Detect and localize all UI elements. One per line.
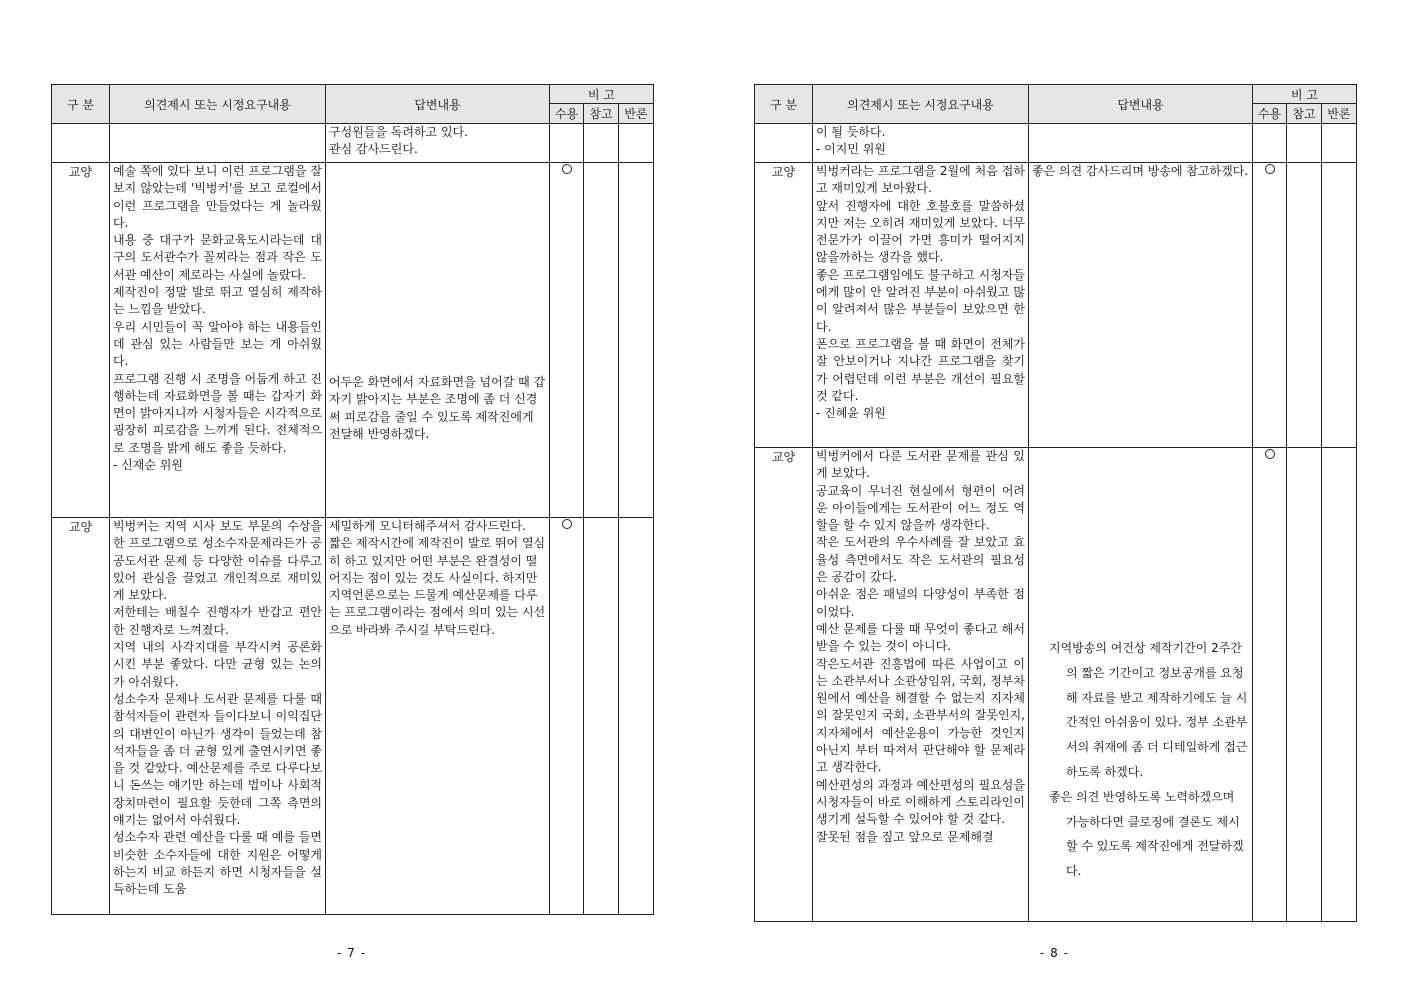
row-opinion bbox=[813, 124, 1029, 163]
reject-cell bbox=[1322, 124, 1357, 163]
header-category: 구 분 bbox=[52, 85, 110, 124]
page-number: - 7 - bbox=[337, 946, 366, 960]
reference-cell bbox=[1287, 163, 1322, 448]
row-answer bbox=[326, 163, 550, 518]
header-opinion: 의견제시 또는 시정요구내용 bbox=[110, 85, 326, 124]
row-opinion bbox=[110, 518, 326, 915]
reject-cell bbox=[619, 163, 654, 518]
accept-cell bbox=[1253, 163, 1287, 448]
opinion-paragraph: 아쉬운 점은 패널의 다양성이 부족한 점이었다. bbox=[816, 587, 1025, 619]
reject-cell bbox=[619, 518, 654, 915]
row-opinion bbox=[813, 448, 1029, 922]
accept-cell bbox=[550, 518, 584, 915]
opinion-paragraph: 성소수자 관련 예산을 다룰 때 예를 들면 비슷한 소수자들에 대한 지원은 어떻게 하는지 비교 하든지 하면 시청자들을 설득하는데 도움 bbox=[113, 830, 322, 897]
opinion-table-page-7 bbox=[51, 84, 654, 915]
header-accept: 수용 bbox=[1253, 104, 1287, 124]
header-reject: 반론 bbox=[1322, 104, 1357, 124]
opinion-paragraph: 빅벙커에서 다룬 도서관 문제를 관심 있게 보았다. bbox=[816, 449, 1025, 481]
accept-cell bbox=[1253, 124, 1287, 163]
accept-cell bbox=[550, 163, 584, 518]
accept-mark-icon bbox=[562, 164, 572, 174]
table-row bbox=[52, 518, 654, 915]
answer-paragraph: 좋은 의견 반영하도록 노력하겠으며 가능하다면 클로징에 결론도 제시할 수 있도록 제작진에게 전달하겠다. bbox=[1049, 789, 1244, 879]
accept-mark-icon bbox=[1265, 449, 1275, 459]
opinion-paragraph: 잘못된 점을 짚고 앞으로 문제해결 bbox=[816, 829, 994, 844]
opinion-paragraph: 이 될 듯하다. bbox=[816, 125, 886, 139]
reference-cell bbox=[584, 518, 619, 915]
reject-cell bbox=[1322, 163, 1357, 448]
reject-cell bbox=[619, 124, 654, 163]
opinion-paragraph: 좋은 프로그램임에도 불구하고 시청자들에게 많이 안 알려진 부분이 아쉬웠고 많이 알려져서 많은 부분들이 보았으면 한다. bbox=[816, 267, 1025, 334]
opinion-paragraph: 빅벙커는 지역 시사 보도 부문의 수상을 한 프로그램으로 성소수자문제라든가 공공도서관 문제 등 다양한 이슈를 다루고 있어 관심을 끌었고 개인적으로 재미있게 보았다. bbox=[113, 519, 322, 603]
header-reject: 반론 bbox=[619, 104, 654, 124]
table-row bbox=[52, 163, 654, 518]
reference-cell bbox=[584, 163, 619, 518]
row-category: 교양 bbox=[52, 163, 110, 518]
opinion-paragraph: 내용 중 대구가 문화교육도시라는데 대구의 도서관수가 꼴찌라는 점과 작은 도서관 예산이 제로라는 사실에 놀랐다. bbox=[113, 233, 322, 282]
reference-cell bbox=[584, 124, 619, 163]
page-7 bbox=[51, 84, 654, 915]
row-answer bbox=[326, 518, 550, 915]
opinion-paragraph: 프로그램 진행 시 조명을 어둡게 하고 진행하는데 자료화면을 볼 때는 갑자기 화면이 밝아지니까 시청자들은 시각적으로 굉장히 피로감을 느끼게 된다. 전체적으로 조명을 밝게 해도 좋을 듯하다. bbox=[113, 371, 322, 455]
accept-cell bbox=[1253, 448, 1287, 922]
reference-cell bbox=[1287, 448, 1322, 922]
row-answer bbox=[1029, 163, 1253, 448]
header-reference: 참고 bbox=[1287, 104, 1322, 124]
opinion-paragraph: 제작진이 정말 발로 뛰고 열심히 제작하는 느낌을 받았다. bbox=[113, 285, 322, 317]
header-reference: 참고 bbox=[584, 104, 619, 124]
opinion-paragraph: 작은 도서관의 우수사례를 잘 보았고 효율성 측면에서도 작은 도서관의 필요성은 공감이 갔다. bbox=[816, 535, 1025, 585]
opinion-paragraph: 작은도서관 진흥법에 따른 사업이고 이는 소관부서나 소관상임위, 국회, 정부차원에서 예산을 해결할 수 없는지 지자체의 잘못인지 국회, 소관부서의 잘못인지, 지자체에서 예산운용이 가능한 것인지 아닌지 부터 따져서 판단해야 할 문제라고 생각한다. bbox=[816, 656, 1025, 775]
opinion-paragraph: 저한테는 배칠수 진행자가 반갑고 편안한 진행자로 느껴졌다. bbox=[113, 605, 322, 637]
header-row bbox=[52, 85, 654, 104]
committee-member: - 진혜윤 위원 bbox=[816, 406, 886, 421]
opinion-paragraph: 예술 쪽에 있다 보니 이런 프로그램을 잘 보지 않았는데 '빅벙커'를 보고 로컬에서 이런 프로그램을 만들었다는 게 놀라웠다. bbox=[113, 164, 322, 230]
opinion-paragraph: 공교육이 무너진 현실에서 형편이 어려운 아이들에게는 도서관이 어느 정도 역할을 할 수 있지 않을까 생각한다. bbox=[816, 483, 1025, 533]
table-row bbox=[755, 448, 1357, 922]
table-row bbox=[755, 163, 1357, 448]
row-answer bbox=[326, 124, 550, 163]
opinion-paragraph: 앞서 진행자에 대한 호불호를 말씀하셨지만 저는 오히려 재미있게 보았다. 너무 전문가가 이끌어 가면 흥미가 떨어지지 않을까하는 생각을 했다. bbox=[816, 198, 1025, 265]
opinion-table-page-8 bbox=[754, 84, 1357, 922]
row-answer bbox=[1029, 448, 1253, 922]
header-remark: 비 고 bbox=[1253, 85, 1357, 104]
table-row bbox=[52, 124, 654, 163]
row-category: 교양 bbox=[52, 518, 110, 915]
row-opinion bbox=[813, 163, 1029, 448]
row-answer bbox=[1029, 124, 1253, 163]
opinion-paragraph: 우리 시민들이 꼭 알아야 하는 내용들인데 관심 있는 사람들만 보는 게 아쉬웠다. bbox=[113, 319, 322, 369]
header-remark: 비 고 bbox=[550, 85, 654, 104]
header-opinion: 의견제시 또는 시정요구내용 bbox=[813, 85, 1029, 124]
answer-paragraph: 좋은 의견 감사드리며 방송에 참고하겠다. bbox=[1032, 164, 1249, 178]
header-category: 구 분 bbox=[755, 85, 813, 124]
accept-mark-icon bbox=[1265, 164, 1275, 174]
page-number: - 8 - bbox=[1040, 946, 1069, 960]
header-row bbox=[755, 85, 1357, 104]
opinion-paragraph: 지역 내의 사각지대를 부각시켜 공론화 시킨 부분 좋았다. 다만 균형 있는 논의가 아쉬웠다. bbox=[113, 640, 322, 689]
table-row bbox=[755, 124, 1357, 163]
row-category: 교양 bbox=[755, 448, 813, 922]
answer-paragraph: 관심 감사드린다. bbox=[329, 142, 418, 157]
reject-cell bbox=[1322, 448, 1357, 922]
opinion-paragraph: 성소수자 문제나 도서관 문제를 다룰 때 참석자들이 관련자 들이다보니 이익집단의 대변인이 아닌가 생각이 들었는데 참석자들을 좀 더 균형 있게 출연시키면 좋을 것 같았다. 예산문제를 주로 다루다보니 돈쓰는 얘기만 하는데 법이나 사회적 장치마련이 필요할 듯한데 그쪽 측면의 얘기는 없어서 아쉬웠다. bbox=[113, 691, 322, 828]
answer-paragraph: 세밀하게 모니터해주셔서 감사드린다. bbox=[329, 519, 526, 533]
header-accept: 수용 bbox=[550, 104, 584, 124]
page-8 bbox=[754, 84, 1357, 922]
row-category bbox=[52, 124, 110, 163]
header-answer: 답변내용 bbox=[1029, 85, 1253, 124]
row-opinion bbox=[110, 124, 326, 163]
opinion-paragraph: 폰으로 프로그램을 볼 때 화면이 전체가 잘 안보이거나 지나간 프로그램을 찾기가 어렵던데 이런 부분은 개선이 필요할 것 같다. bbox=[816, 336, 1025, 403]
answer-paragraph: 구성원들을 독려하고 있다. bbox=[329, 125, 468, 139]
accept-mark-icon bbox=[562, 519, 572, 529]
reference-cell bbox=[1287, 124, 1322, 163]
accept-cell bbox=[550, 124, 584, 163]
row-opinion bbox=[110, 163, 326, 518]
row-category bbox=[755, 124, 813, 163]
answer-paragraph: 어두운 화면에서 자료화면을 넘어갈 때 갑자기 밝아지는 부분은 조명에 좀 더 신경 써 피로감을 줄일 수 있도록 제작진에게 전달해 반영하겠다. bbox=[329, 375, 546, 441]
opinion-paragraph: 예산 문제를 다룰 때 무엇이 좋다고 해서 받을 수 있는 것이 아니다. bbox=[816, 621, 1025, 654]
row-category: 교양 bbox=[755, 163, 813, 448]
committee-member: - 신재순 위원 bbox=[113, 458, 183, 473]
answer-paragraph: 지역방송의 여건상 제작기간이 2주간의 짧은 기간이고 정보공개를 요청해 자료를 받고 제작하기에도 늘 시간적인 아쉬움이 있다. 정부 소관부서의 취재에 좀 더 디테일하게 접근하도록 하겠다. bbox=[1049, 641, 1248, 779]
committee-member: - 이지민 위원 bbox=[816, 142, 886, 157]
opinion-paragraph: 예산편성의 과정과 예산편성의 필요성을 시청자들이 바로 이해하게 스토리라인이 생기게 설득할 수 있어야 할 것 같다. bbox=[816, 777, 1025, 827]
answer-paragraph: 짧은 제작시간에 제작진이 발로 뛰어 열심히 하고 있지만 어떤 부분은 완결성이 떨어지는 점이 있는 것도 사실이다. 하지만 지역언론으로는 드물게 예산문제를 다루는 프로그램이라는 점에서 의미 있는 시선으로 바라봐 주시길 부탁드린다. bbox=[329, 536, 546, 637]
header-answer: 답변내용 bbox=[326, 85, 550, 124]
opinion-paragraph: 빅벙커라는 프로그램을 2월에 처음 접하고 재미있게 보아왔다. bbox=[816, 164, 1025, 196]
